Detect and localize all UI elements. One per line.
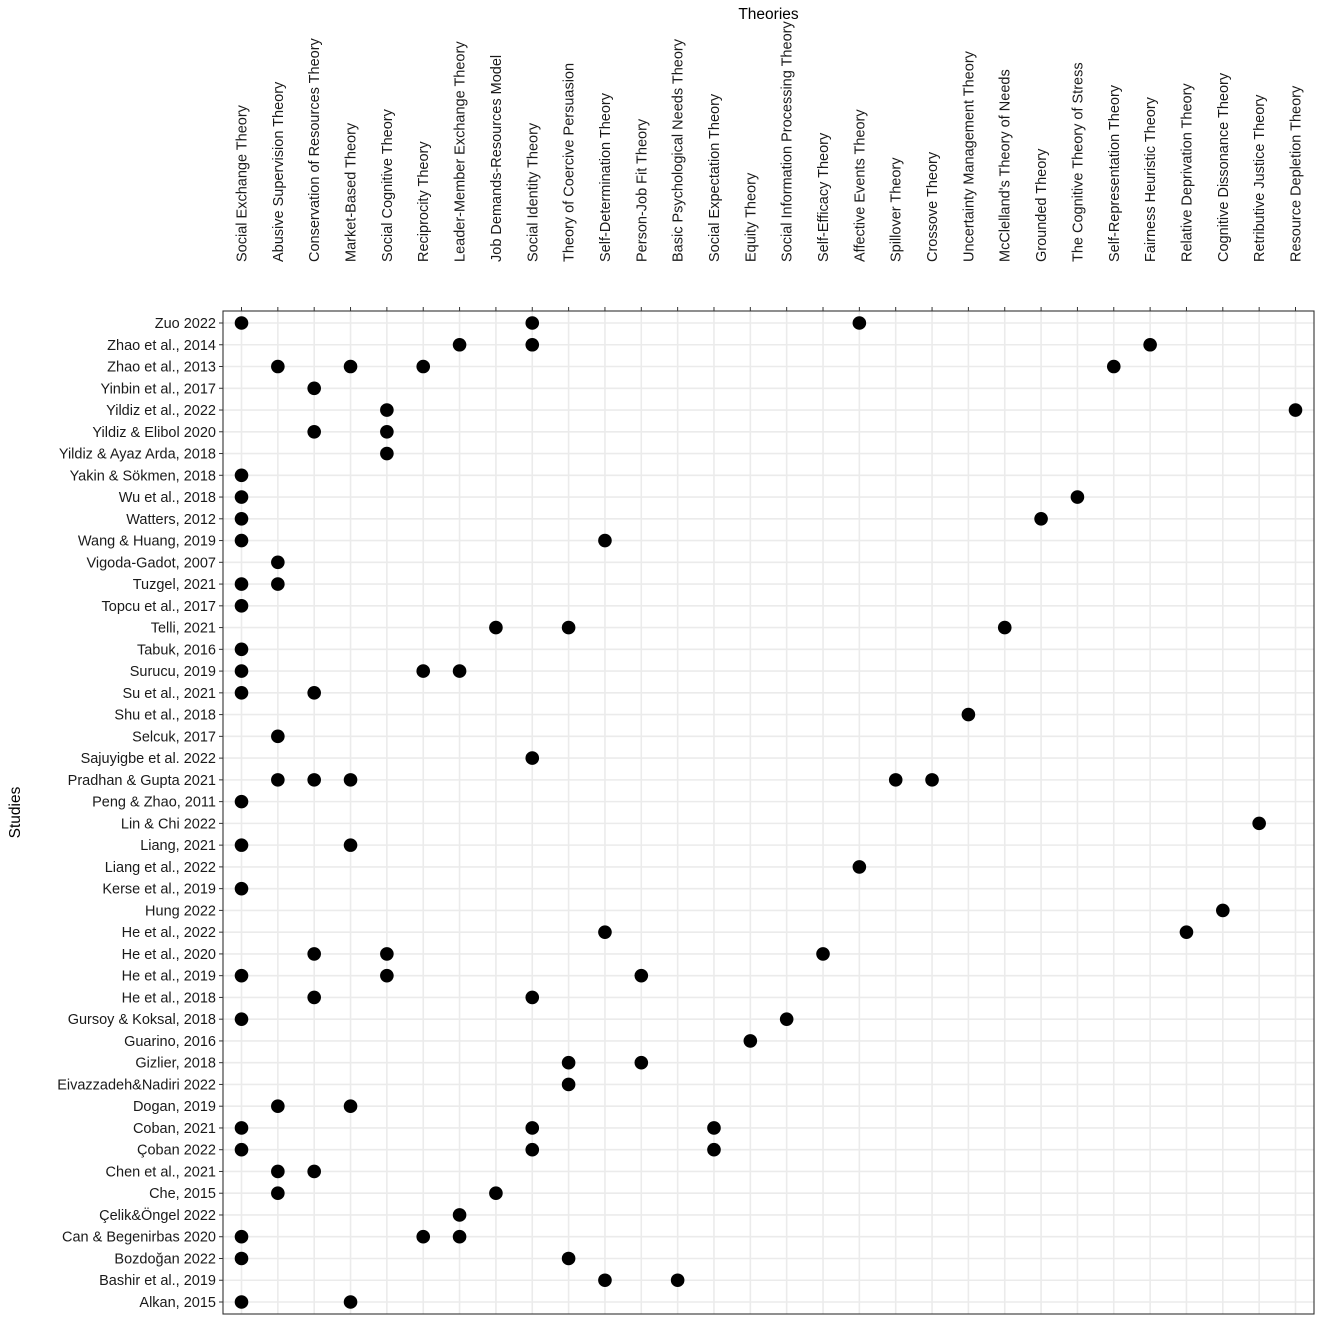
data-point xyxy=(962,708,976,722)
y-tick-label: Telli, 2021 xyxy=(150,620,216,637)
y-tick-label: Topcu et al., 2017 xyxy=(101,598,216,615)
data-point xyxy=(271,556,285,570)
data-point xyxy=(235,838,249,852)
data-point xyxy=(235,316,249,330)
y-tick-label: Shu et al., 2018 xyxy=(114,707,216,724)
data-point xyxy=(235,534,249,548)
data-point xyxy=(634,969,648,983)
y-tick-label: Gursoy & Koksal, 2018 xyxy=(67,1012,216,1029)
y-tick-labels xyxy=(57,316,223,1311)
y-tick-label: Vigoda-Gadot, 2007 xyxy=(86,555,216,572)
data-point xyxy=(1180,925,1194,939)
data-point xyxy=(489,1186,503,1200)
data-point xyxy=(1107,360,1121,374)
x-axis-title: Theories xyxy=(738,6,799,23)
data-point xyxy=(380,425,394,439)
y-tick-label: Su et al., 2021 xyxy=(122,685,216,702)
data-point xyxy=(525,316,539,330)
data-point xyxy=(235,1230,249,1244)
data-point xyxy=(525,338,539,352)
y-tick-label: Sajuyigbe et al. 2022 xyxy=(80,751,216,768)
y-tick-label: Hung 2022 xyxy=(145,903,216,920)
data-point xyxy=(344,1295,358,1309)
y-tick-label: Wang & Huang, 2019 xyxy=(77,533,216,550)
data-point xyxy=(925,773,939,787)
data-point xyxy=(525,1143,539,1157)
data-point xyxy=(344,838,358,852)
data-point xyxy=(562,1252,576,1266)
data-point xyxy=(744,1034,758,1048)
data-point xyxy=(707,1143,721,1157)
data-point xyxy=(562,1056,576,1070)
y-tick-label: He et al., 2019 xyxy=(121,968,216,985)
data-point xyxy=(707,1121,721,1135)
y-tick-label: Alkan, 2015 xyxy=(139,1295,216,1311)
data-point xyxy=(235,1252,249,1266)
data-point xyxy=(1289,403,1303,417)
data-point xyxy=(344,360,358,374)
x-tick-label: Self-Determination Theory xyxy=(597,93,614,262)
data-point xyxy=(1143,338,1157,352)
data-point xyxy=(380,447,394,461)
data-point xyxy=(235,882,249,896)
y-tick-label: Yildiz et al., 2022 xyxy=(106,403,216,420)
data-point xyxy=(380,947,394,961)
x-tick-label: Theory of Coercive Persuasion xyxy=(561,62,578,262)
data-point xyxy=(235,599,249,613)
data-point xyxy=(416,664,430,678)
y-tick-label: Wu et al., 2018 xyxy=(118,490,216,507)
y-tick-label: Kerse et al., 2019 xyxy=(102,881,216,898)
y-tick-label: Peng & Zhao, 2011 xyxy=(92,794,216,811)
x-tick-label: Abusive Supervision Theory xyxy=(270,81,287,262)
data-point xyxy=(453,338,467,352)
y-tick-label: Tuzgel, 2021 xyxy=(132,577,216,594)
data-point xyxy=(235,468,249,482)
data-point xyxy=(853,316,867,330)
x-tick-label: Self-Representation Theory xyxy=(1106,84,1123,262)
x-tick-label: Basic Psychological Needs Theory xyxy=(670,39,687,262)
x-tick-label: McClelland's Theory of Needs xyxy=(997,69,1014,262)
y-tick-label: Selcuk, 2017 xyxy=(132,729,216,746)
data-point xyxy=(489,621,503,635)
x-tick-label: Social Exchange Theory xyxy=(234,105,251,262)
y-tick-label: Can & Begenirbas 2020 xyxy=(62,1229,216,1246)
data-point xyxy=(271,360,285,374)
data-point xyxy=(235,1121,249,1135)
y-tick-label: Zhao et al., 2014 xyxy=(107,337,216,354)
y-tick-label: Surucu, 2019 xyxy=(129,664,216,681)
x-tick-label: Resource Depletion Theory xyxy=(1288,85,1305,262)
x-tick-label: Crossove Theory xyxy=(925,151,942,262)
y-tick-label: Yinbin et al., 2017 xyxy=(100,381,216,398)
data-point xyxy=(416,360,430,374)
y-tick-label: Watters, 2012 xyxy=(126,511,216,528)
data-point xyxy=(235,1143,249,1157)
data-point xyxy=(344,1099,358,1113)
x-tick-label: Relative Deprivation Theory xyxy=(1179,83,1196,262)
data-point xyxy=(271,577,285,591)
y-tick-label: Çelik&Öngel 2022 xyxy=(99,1207,216,1224)
data-point xyxy=(525,1121,539,1135)
data-point xyxy=(235,577,249,591)
y-tick-label: Chen et al., 2021 xyxy=(105,1164,216,1181)
data-point xyxy=(671,1273,685,1287)
data-point xyxy=(780,1012,794,1026)
data-point xyxy=(453,1208,467,1222)
x-tick-label: Self-Efficacy Theory xyxy=(816,132,833,262)
x-tick-label: Spillover Theory xyxy=(888,157,905,262)
data-point xyxy=(307,686,321,700)
data-point xyxy=(816,947,830,961)
data-point xyxy=(271,1165,285,1179)
data-point xyxy=(307,773,321,787)
data-point xyxy=(598,534,612,548)
y-tick-label: Guarino, 2016 xyxy=(124,1033,216,1050)
data-point xyxy=(307,947,321,961)
data-point xyxy=(307,1165,321,1179)
data-point xyxy=(235,643,249,657)
x-tick-label: Social Information Processing Theory xyxy=(779,21,796,262)
x-tick-label: Person-Job Fit Theory xyxy=(634,118,651,262)
data-point xyxy=(307,425,321,439)
data-point xyxy=(562,621,576,635)
y-tick-label: Zuo 2022 xyxy=(154,316,216,332)
x-tick-labels xyxy=(235,21,1305,311)
y-tick-label: He et al., 2022 xyxy=(121,925,216,942)
data-point xyxy=(235,512,249,526)
data-point xyxy=(380,969,394,983)
x-tick-label: Social Identity Theory xyxy=(525,122,542,262)
data-point xyxy=(235,969,249,983)
data-point xyxy=(1216,904,1230,918)
y-tick-label: Liang et al., 2022 xyxy=(104,859,216,876)
data-point xyxy=(634,1056,648,1070)
data-point xyxy=(235,490,249,504)
y-tick-label: Çoban 2022 xyxy=(136,1142,216,1159)
data-point xyxy=(1071,490,1085,504)
data-point xyxy=(853,860,867,874)
x-tick-label: Retributive Justice Theory xyxy=(1252,94,1269,262)
data-point xyxy=(271,773,285,787)
data-point xyxy=(344,773,358,787)
y-tick-label: Coban, 2021 xyxy=(132,1120,216,1137)
x-tick-label: Conservation of Resources Theory xyxy=(307,38,324,262)
y-tick-label: He et al., 2018 xyxy=(121,990,216,1007)
y-tick-label: Lin & Chi 2022 xyxy=(120,816,216,833)
y-tick-label: Zhao et al., 2013 xyxy=(107,359,216,376)
y-tick-label: Bashir et al., 2019 xyxy=(99,1273,216,1290)
x-tick-label: Market-Based Theory xyxy=(343,122,360,262)
data-point xyxy=(235,664,249,678)
data-point xyxy=(235,686,249,700)
data-point xyxy=(562,1078,576,1092)
x-tick-label: Equity Theory xyxy=(743,172,760,262)
data-point xyxy=(271,1186,285,1200)
x-tick-label: Social Expectation Theory xyxy=(706,93,723,262)
x-tick-label: Reciprocity Theory xyxy=(416,141,433,262)
y-tick-label: Dogan, 2019 xyxy=(132,1099,216,1116)
data-point xyxy=(525,751,539,765)
data-point xyxy=(235,1295,249,1309)
x-tick-label: Grounded Theory xyxy=(1034,148,1051,262)
data-point xyxy=(416,1230,430,1244)
y-tick-label: He et al., 2020 xyxy=(121,946,216,963)
data-point xyxy=(525,991,539,1005)
y-tick-label: Gizlier, 2018 xyxy=(135,1055,216,1072)
y-tick-label: Liang, 2021 xyxy=(140,838,216,855)
data-point xyxy=(998,621,1012,635)
data-point xyxy=(307,991,321,1005)
x-tick-label: Fairness Heuristic Theory xyxy=(1143,97,1160,262)
x-tick-label: Social Cognitive Theory xyxy=(379,109,396,262)
data-point xyxy=(380,403,394,417)
y-tick-label: Eivazzadeh&Nadiri 2022 xyxy=(57,1077,216,1094)
y-tick-label: Che, 2015 xyxy=(149,1186,216,1203)
data-point xyxy=(307,381,321,395)
x-tick-label: Job Demands-Resources Model xyxy=(488,54,505,262)
y-tick-label: Yildiz & Elibol 2020 xyxy=(92,424,216,441)
data-point xyxy=(271,1099,285,1113)
data-point xyxy=(1034,512,1048,526)
y-tick-label: Pradhan & Gupta 2021 xyxy=(67,772,216,789)
y-tick-label: Bozdoğan 2022 xyxy=(114,1251,216,1268)
y-tick-label: Tabuk, 2016 xyxy=(136,642,216,659)
data-point xyxy=(598,1273,612,1287)
data-point xyxy=(235,1012,249,1026)
data-point xyxy=(453,664,467,678)
x-tick-label: Uncertainty Management Theory xyxy=(961,51,978,262)
data-point xyxy=(1252,817,1266,831)
data-point xyxy=(453,1230,467,1244)
y-tick-label: Yildiz & Ayaz Arda, 2018 xyxy=(58,446,216,463)
y-tick-label: Yakin & Sökmen, 2018 xyxy=(69,468,216,485)
x-tick-label: The Cognitive Theory of Stress xyxy=(1070,62,1087,262)
x-tick-label: Cognitive Dissonance Theory xyxy=(1215,72,1232,262)
y-axis-title: Studies xyxy=(7,786,24,839)
x-tick-label: Affective Events Theory xyxy=(852,109,869,262)
data-point xyxy=(271,730,285,744)
data-point xyxy=(235,795,249,809)
data-point xyxy=(598,925,612,939)
x-tick-label: Leader-Member Exchange Theory xyxy=(452,41,469,262)
data-point xyxy=(889,773,903,787)
